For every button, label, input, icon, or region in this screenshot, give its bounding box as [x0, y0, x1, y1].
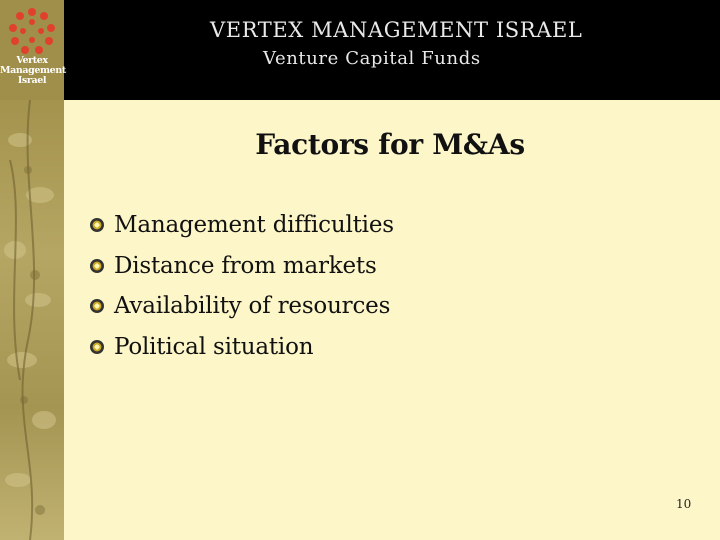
- bullet-label: Management difficulties: [114, 212, 394, 239]
- list-item: [90, 205, 394, 246]
- list-item: [90, 286, 394, 327]
- logo-text: [0, 56, 64, 86]
- dot-ring-logo-icon: [6, 6, 58, 58]
- gold-bullet-icon: [90, 218, 104, 232]
- page-number: 10: [676, 497, 692, 511]
- bullet-label: Availability of resources: [114, 293, 391, 320]
- slide-title: Factors for M&As: [255, 128, 525, 161]
- orchid-decoration-icon: [0, 100, 64, 540]
- bullet-label: Distance from markets: [114, 252, 377, 279]
- list-item: [90, 246, 394, 287]
- decorative-orchid-strip: [0, 100, 64, 540]
- bullet-list: [90, 205, 394, 367]
- gold-bullet-icon: [90, 259, 104, 273]
- gold-bullet-icon: [90, 299, 104, 313]
- header-subtitle: Venture Capital Funds: [263, 48, 481, 69]
- logo-line: Vertex: [16, 55, 48, 66]
- bullet-label: Political situation: [114, 333, 314, 360]
- gold-bullet-icon: [90, 340, 104, 354]
- logo-line: Management: [0, 65, 66, 76]
- header-banner: [0, 0, 720, 100]
- header-title: VERTEX MANAGEMENT ISRAEL: [210, 18, 583, 42]
- vertex-logo: [0, 0, 64, 100]
- logo-line: Israel: [17, 75, 47, 86]
- list-item: [90, 327, 394, 368]
